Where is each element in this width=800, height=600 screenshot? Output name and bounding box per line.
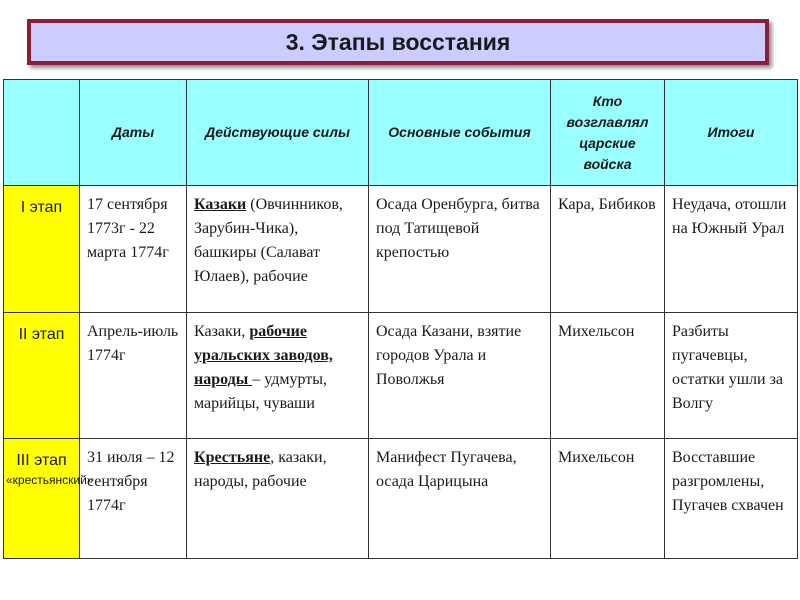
- header-stage: [4, 80, 80, 186]
- results-cell: Разбиты пугачевцы, остатки ушли за Волгу: [665, 313, 798, 439]
- dates-cell: Апрель-июль 1774г: [80, 313, 187, 439]
- forces-highlight: рабочие уральских заводов, народы: [194, 323, 333, 388]
- stage-label: III этап: [16, 452, 67, 469]
- stage-cell: [4, 186, 80, 313]
- table-row: [4, 186, 798, 313]
- forces-prefix: Казаки,: [194, 323, 250, 340]
- table-header-row: [4, 80, 798, 186]
- leaders-cell: Михельсон: [551, 313, 665, 439]
- dates-cell: 17 сентября 1773г - 22 марта 1774г: [80, 186, 187, 313]
- events-cell: Осада Оренбурга, битва под Татищевой крепостью: [369, 186, 551, 313]
- results-cell: Неудача, отошли на Южный Урал: [665, 186, 798, 313]
- dates-cell: 31 июля – 12 сентября 1774г: [80, 439, 187, 559]
- forces-cell: [187, 313, 369, 439]
- forces-text: (Овчинников, Зарубин-Чика), башкиры (Салават Юлаев), рабочие: [194, 196, 343, 285]
- page-title: 3. Этапы восстания: [285, 28, 511, 55]
- leaders-cell: Михельсон: [551, 439, 665, 559]
- events-cell: Осада Казани, взятие городов Урала и Поволжья: [369, 313, 551, 439]
- title-banner: [27, 19, 769, 65]
- table-row: [4, 313, 798, 439]
- results-cell: Восставшие разгромлены, Пугачев схвачен: [665, 439, 798, 559]
- forces-text: – удмурты, марийцы, чуваши: [194, 371, 328, 412]
- header-events: Основные события: [369, 80, 551, 186]
- stage-label: II этап: [18, 326, 65, 343]
- header-results: Итоги: [665, 80, 798, 186]
- forces-cell: [187, 439, 369, 559]
- stages-table: [3, 79, 798, 559]
- stage-label: I этап: [20, 199, 63, 216]
- forces-highlight: Крестьяне: [194, 449, 271, 466]
- events-cell: Манифест Пугачева, осада Царицына: [369, 439, 551, 559]
- stage-sublabel: «крестьянский»: [6, 473, 94, 487]
- header-leaders: Кто возглавлял царские войска: [551, 80, 665, 186]
- forces-text: , казаки, народы, рабочие: [194, 449, 327, 490]
- header-forces: Действующие силы: [187, 80, 369, 186]
- forces-cell: [187, 186, 369, 313]
- stage-cell: [4, 439, 94, 559]
- leaders-cell: Кара, Бибиков: [551, 186, 665, 313]
- forces-highlight: Казаки: [194, 196, 247, 213]
- stage-cell: [4, 313, 80, 439]
- table-row: [4, 439, 798, 559]
- header-dates: Даты: [80, 80, 187, 186]
